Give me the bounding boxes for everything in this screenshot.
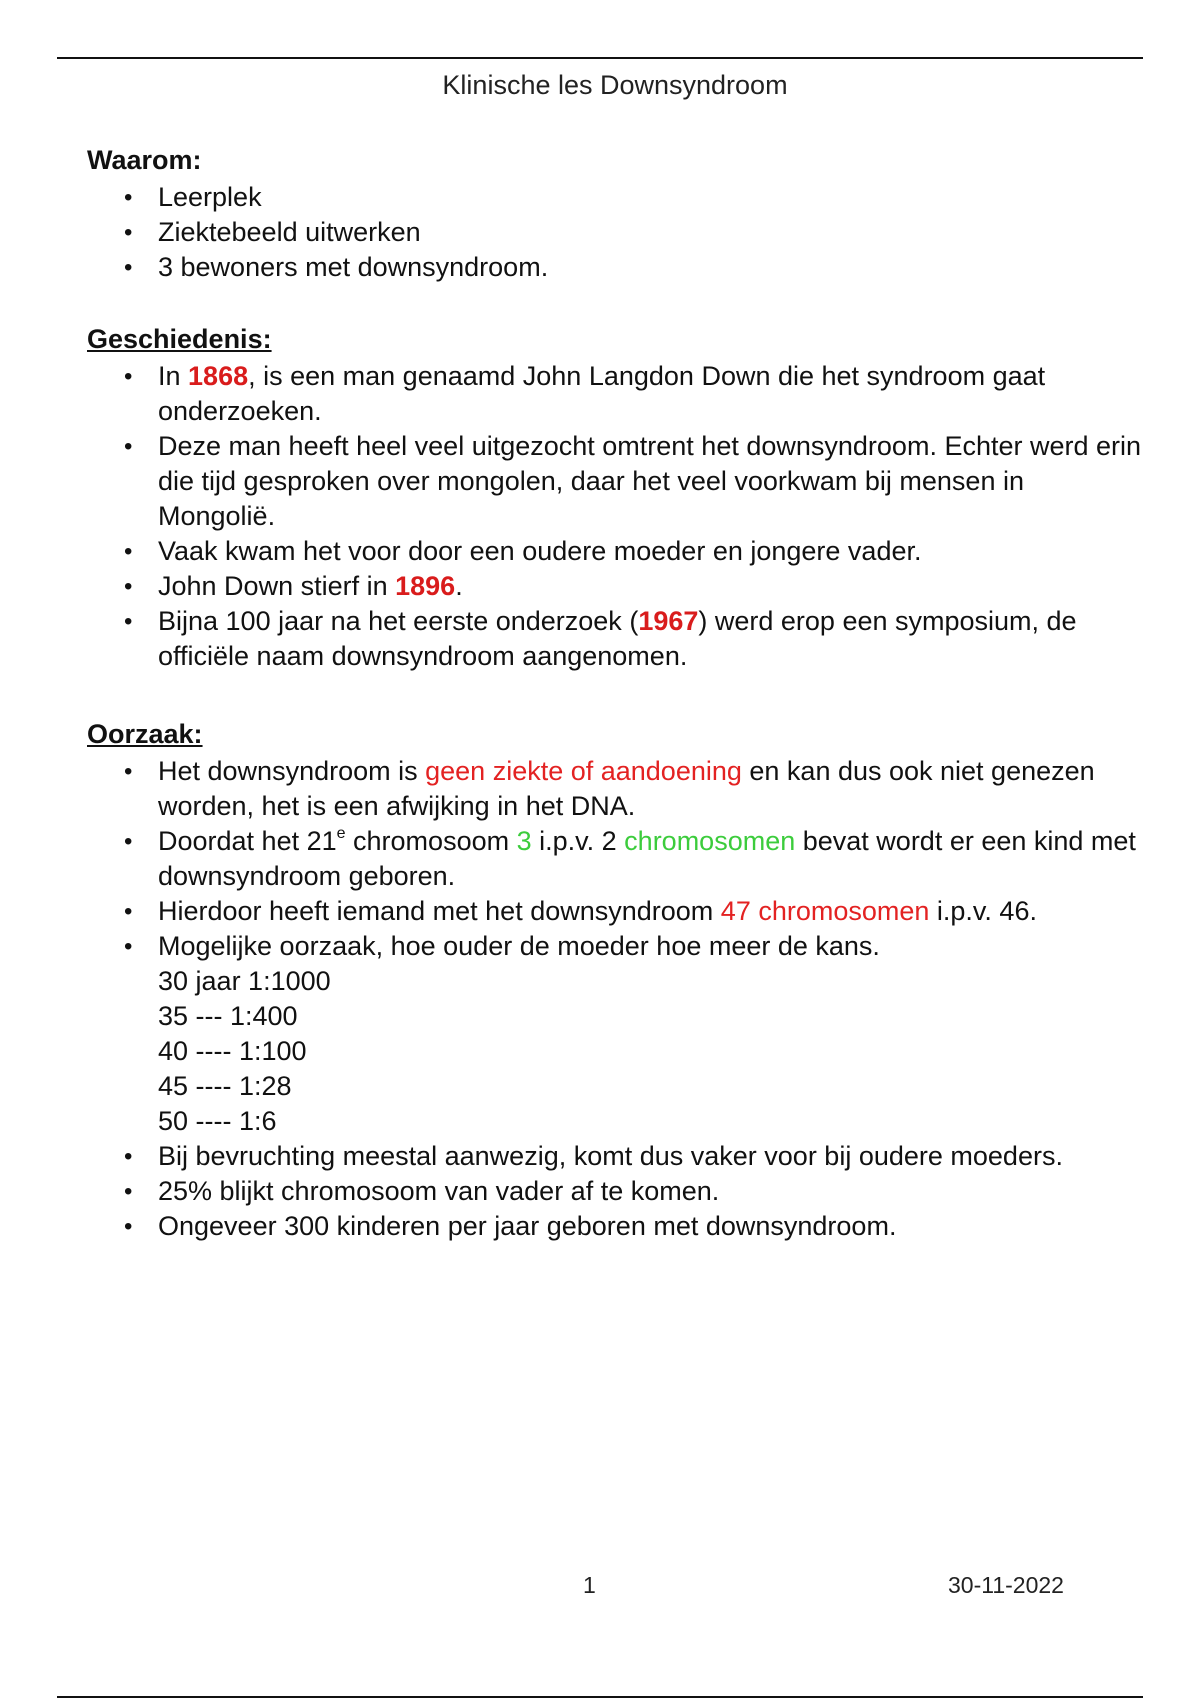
- text: In: [158, 361, 189, 391]
- text: en kan dus ook niet genezen worden, het is een afwijking in het DNA.: [158, 756, 1095, 821]
- heading-geschiedenis: Geschiedenis:: [87, 324, 272, 354]
- text: Hierdoor heeft iemand met het downsyndroom: [158, 896, 721, 926]
- highlight-year: 1868: [188, 361, 249, 391]
- list-waarom: [87, 180, 1147, 285]
- section-geschiedenis: [87, 322, 1147, 674]
- list-item: • Vaak kwam het voor door een oudere moeder en jongere vader.: [158, 534, 1147, 569]
- section-oorzaak: [87, 717, 1147, 1244]
- text: .: [455, 571, 463, 601]
- top-rule: [57, 57, 1143, 59]
- bottom-rule: [57, 1696, 1143, 1698]
- section-waarom: [87, 143, 1147, 285]
- list-item: [158, 754, 1147, 824]
- text: i.p.v. 2: [531, 826, 625, 856]
- list-item: [158, 569, 1147, 604]
- risk-line: 35 --- 1:400: [158, 1001, 298, 1031]
- text: bevat wordt er een kind met downsyndroom geboren.: [158, 826, 1136, 891]
- risk-line: 45 ---- 1:28: [158, 1071, 292, 1101]
- text: chromosoom: [345, 826, 517, 856]
- footer-date: 30-11-2022: [948, 1572, 1064, 1598]
- list-item: • 3 bewoners met downsyndroom.: [158, 250, 1147, 285]
- risk-line: 50 ---- 1:6: [158, 1106, 277, 1136]
- list-item: • Ziektebeeld uitwerken: [158, 215, 1147, 250]
- page-number: 1: [583, 1572, 596, 1598]
- highlight-green: chromosomen: [624, 826, 796, 856]
- text: John Down stierf in: [158, 571, 396, 601]
- list-item: • 25% blijkt chromosoom van vader af te komen.: [158, 1174, 1147, 1209]
- list-item: [158, 604, 1147, 674]
- list-item: [158, 824, 1147, 894]
- list-item: • Bij bevruchting meestal aanwezig, komt dus vaker voor bij oudere moeders.: [158, 1139, 1147, 1174]
- text: Het downsyndroom is: [158, 756, 426, 786]
- list-item: [158, 359, 1147, 429]
- text: Doordat het 21: [158, 826, 337, 856]
- superscript: e: [336, 825, 346, 842]
- highlight-red: geen ziekte of aandoening: [425, 756, 742, 786]
- risk-line: 40 ---- 1:100: [158, 1036, 307, 1066]
- text: i.p.v. 46.: [929, 896, 1037, 926]
- list-geschiedenis: [87, 359, 1147, 674]
- highlight-red: 47 chromosomen: [720, 896, 930, 926]
- list-item: [158, 894, 1147, 929]
- list-item: • Leerplek: [158, 180, 1147, 215]
- text: ) werd erop een symposium, de officiële naam downsyndroom aangenomen.: [158, 606, 1077, 671]
- list-oorzaak: [87, 754, 1147, 1244]
- list-item: • Mogelijke oorzaak, hoe ouder de moeder hoe meer de kans.: [158, 929, 1147, 964]
- heading-waarom: Waarom:: [87, 145, 202, 175]
- list-item: • Ongeveer 300 kinderen per jaar geboren met downsyndroom.: [158, 1209, 1147, 1244]
- text: , is een man genaamd John Langdon Down die het syndroom gaat onderzoeken.: [158, 361, 1046, 426]
- highlight-green: 3: [516, 826, 532, 856]
- document-title: Klinische les Downsyndroom: [442, 70, 788, 100]
- list-item: • Deze man heeft heel veel uitgezocht omtrent het downsyndroom. Echter werd erin die tijd gesproken over mongolen, daar het veel voorkwam bij mensen in Mongolië.: [158, 429, 1147, 534]
- highlight-year: 1967: [638, 606, 699, 636]
- text: Bijna 100 jaar na het eerste onderzoek (: [158, 606, 639, 636]
- heading-oorzaak: Oorzaak:: [87, 719, 203, 749]
- risk-line: 30 jaar 1:1000: [158, 966, 331, 996]
- highlight-year: 1896: [395, 571, 456, 601]
